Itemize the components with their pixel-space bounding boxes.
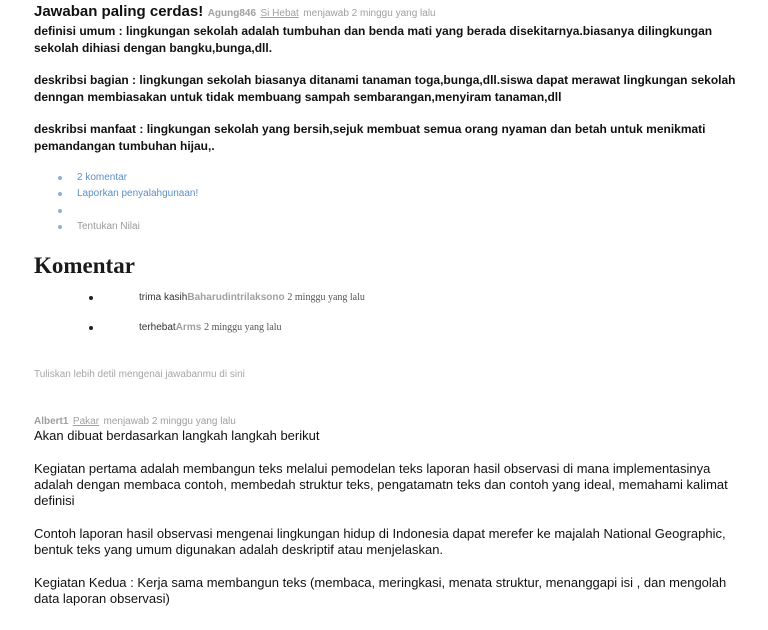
best-answer-body: [34, 23, 744, 154]
answer-author-link[interactable]: Agung846: [207, 8, 257, 19]
answer-actions: [34, 170, 744, 235]
comments-link-label[interactable]: 2 komentar: [77, 172, 128, 183]
comment-item: [34, 289, 744, 319]
rate-answer-label[interactable]: Tentukan Nilai: [77, 220, 140, 232]
answer-paragraph: deskribsi manfaat : lingkungan sekolah yang bersih,sejuk membuat semua orang nyaman dan betah untuk menikmati pemandangan tumbuhan hijau,.: [34, 122, 706, 153]
answer-author-link[interactable]: Albert1: [34, 416, 69, 428]
report-abuse-link[interactable]: [58, 186, 744, 202]
rate-answer[interactable]: [58, 219, 744, 235]
write-more-prompt[interactable]: Tuliskan lebih detil mengenai jawabanmu di sini: [34, 369, 245, 381]
answers-container: [34, 2, 744, 624]
comment-author-link[interactable]: Arms: [175, 322, 202, 334]
comment-timestamp: 2 minggu yang lalu: [204, 322, 282, 334]
action-empty-item: [58, 203, 744, 219]
best-answer-title: Jawaban paling cerdas!: [34, 3, 204, 20]
answer-paragraph: deskribsi bagian : lingkungan sekolah biasanya ditanami tanaman toga,bunga,dll.siswa dapat merawat lingkungan sekolah denngan membiasakan untuk tidak membuang sampah sembarangan,menyiram tanaman,dll: [34, 73, 736, 104]
answer-timestamp: menjawab 2 minggu yang lalu: [103, 416, 236, 428]
comments-heading: Komentar: [34, 253, 135, 279]
comment-text: trima kasih: [139, 292, 188, 304]
answer-author-rank[interactable]: Pakar: [72, 416, 100, 428]
answer-paragraph: Kegiatan Kedua : Kerja sama membangun teks (membaca, meringkasi, menata struktur, menanggapi isi , dan mengolah data laporan observasi): [34, 574, 727, 607]
answer-paragraph: Akan dibuat berdasarkan langkah langkah berikut: [34, 428, 320, 444]
answer-paragraph: Kegiatan pertama adalah membangun teks melalui pemodelan teks laporan hasil observasi di mana implementasinya adalah dengan membaca contoh, membedah struktur teks, pengatamatn teks dan contoh yang ideal, memahami kalimat definisi: [34, 460, 728, 509]
comment-author-link[interactable]: Baharudintrilaksono: [187, 292, 285, 304]
comment-item: [34, 319, 744, 349]
answer-paragraph: Contoh laporan hasil observasi mengenai lingkungan hidup di Indonesia dapat merefer ke majalah National Geographic, bentuk teks yang umum digunakan adalah deskriptif atau menjelaskan.: [34, 526, 726, 558]
comment-list: [34, 289, 744, 349]
comment-text: terhebat: [139, 322, 176, 334]
comments-link[interactable]: [58, 170, 744, 186]
answer-author-rank[interactable]: Si Hebat: [260, 8, 299, 19]
report-abuse-label[interactable]: Laporkan penyalahgunaan!: [77, 188, 199, 200]
comment-timestamp: 2 minggu yang lalu: [287, 292, 365, 304]
answer-timestamp: menjawab 2 minggu yang lalu: [303, 8, 436, 19]
answer-paragraph: definisi umum : lingkungan sekolah adalah tumbuhan dan benda mati yang berada disekitarnya.biasanya dilingkungan sekolah dihiasi dengan bangku,bunga,dll.: [34, 24, 713, 55]
best-answer-header: [34, 2, 744, 22]
second-answer-header: [34, 412, 744, 428]
second-answer-body: [34, 428, 744, 607]
